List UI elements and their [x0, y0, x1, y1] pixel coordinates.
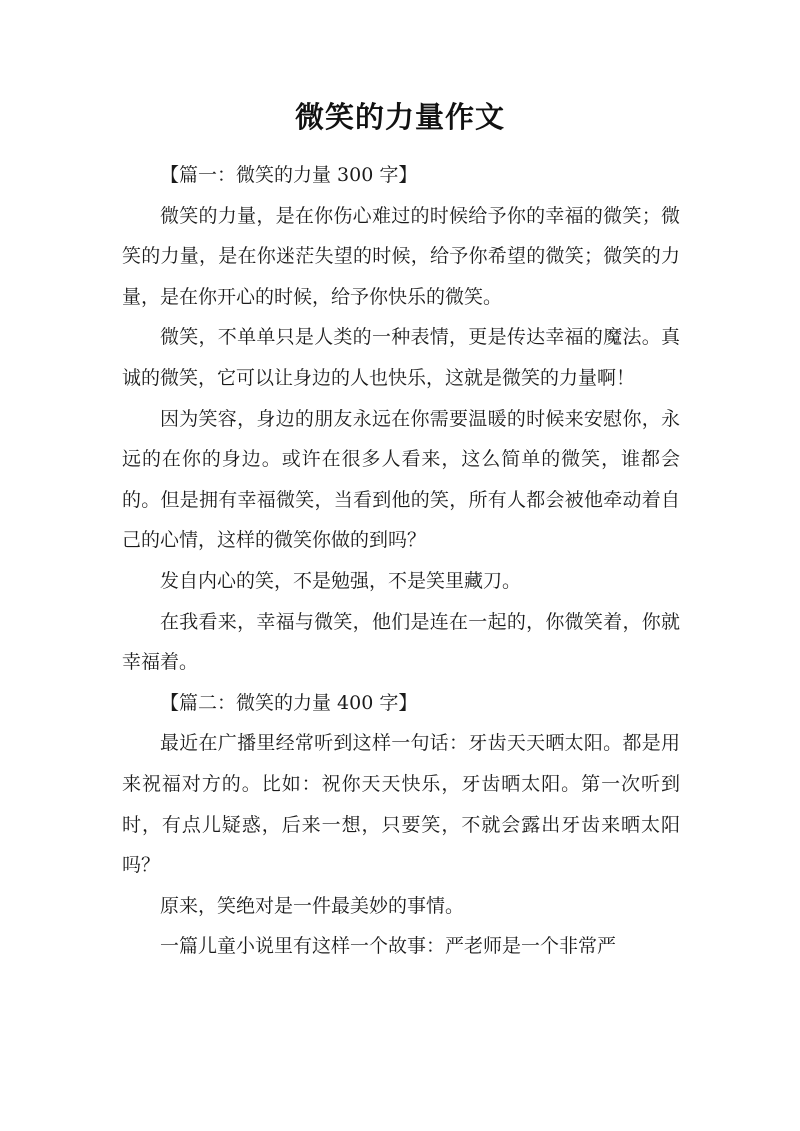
- paragraph: 原来，笑绝对是一件最美妙的事情。: [160, 894, 465, 917]
- paragraph: 最近在广播里经常听到这样一句话：牙齿天天晒太阳。都是用来祝福对方的。比如：祝你天天快乐，牙齿晒太阳。第一次听到时，有点儿疑惑，后来一想，只要笑，不就会露出牙齿来晒太阳吗？: [122, 732, 680, 877]
- paragraph: 微笑的力量，是在你伤心难过的时候给予你的幸福的微笑；微笑的力量，是在你迷茫失望的时候，给予你希望的微笑；微笑的力量，是在你开心的时候，给予你快乐的微笑。: [122, 204, 680, 308]
- paragraph: 发自内心的笑，不是勉强，不是笑里藏刀。: [160, 569, 522, 592]
- paragraph: 因为笑容，身边的朋友永远在你需要温暖的时候来安慰你，永远的在你的身边。或许在很多人看来，这么简单的微笑，谁都会的。但是拥有幸福微笑，当看到他的笑，所有人都会被他牵动着自己的心情，这样的微笑你做的到吗？: [122, 407, 680, 552]
- section-heading-2: 【篇二：微笑的力量 400 字】: [160, 691, 418, 714]
- document-title: 微笑的力量作文: [294, 100, 505, 134]
- document-body: [122, 155, 680, 967]
- paragraph: 一篇儿童小说里有这样一个故事：严老师是一个非常严: [160, 935, 617, 958]
- section-heading-1: 【篇一：微笑的力量 300 字】: [160, 164, 418, 186]
- paragraph: 在我看来，幸福与微笑，他们是连在一起的，你微笑着，你就幸福着。: [122, 610, 680, 674]
- paragraph: 微笑，不单单只是人类的一种表情，更是传达幸福的魔法。真诚的微笑，它可以让身边的人也快乐，这就是微笑的力量啊！: [122, 326, 680, 389]
